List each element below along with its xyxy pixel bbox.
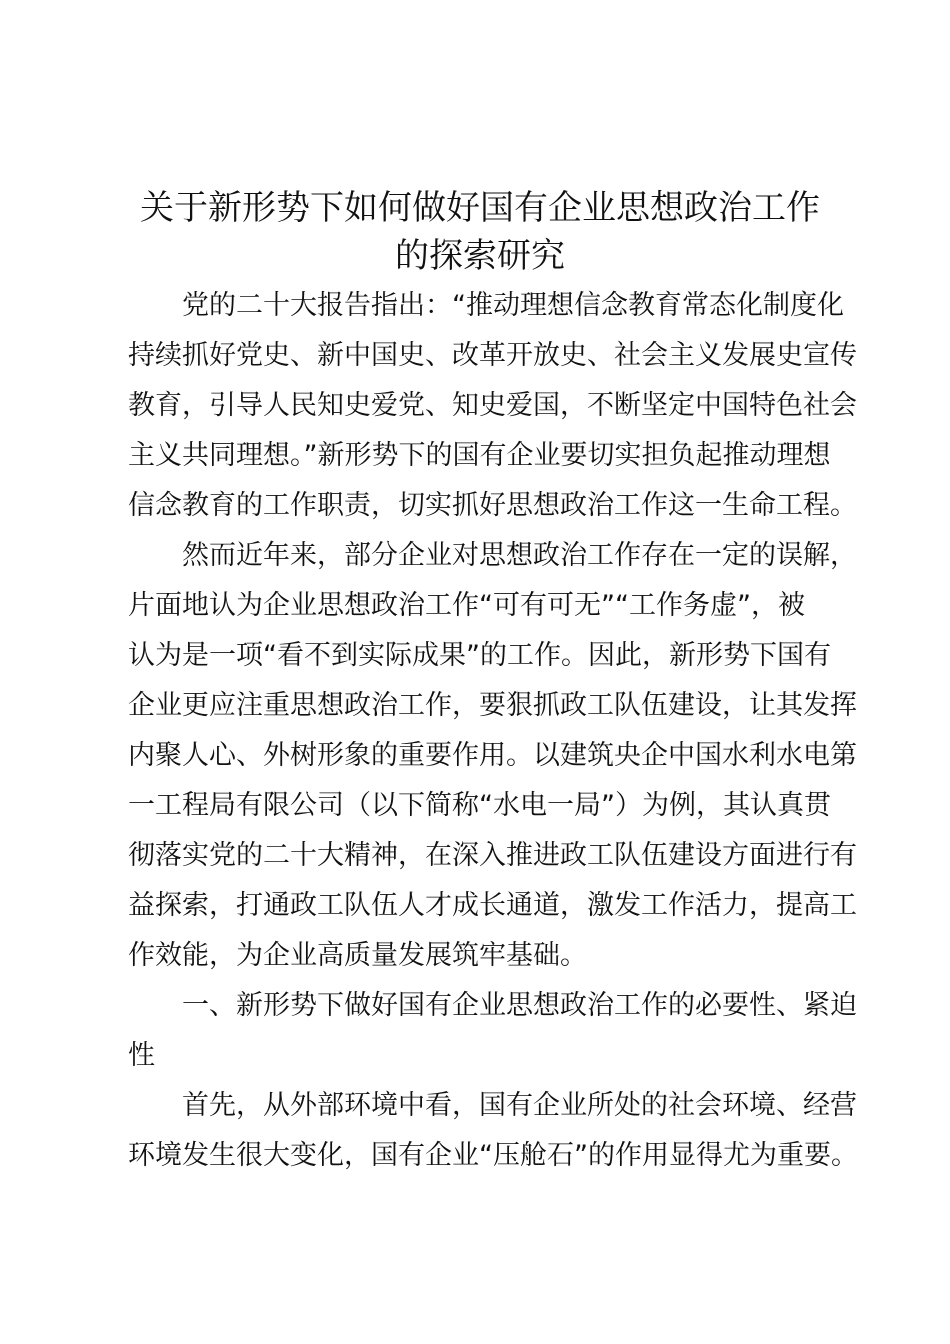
paragraph-2-line-7: 彻落实党的二十大精神，在深入推进政工队伍建设方面进行有 [128,840,857,871]
paragraph-2-line-6: 一工程局有限公司（以下简称“水电一局”）为例，其认真贯 [128,790,831,821]
paragraph-2-line-4: 企业更应注重思想政治工作，要狠抓政工队伍建设，让其发挥 [128,690,857,721]
paragraph-1-line-4: 主义共同理想。”新形势下的国有企业要切实担负起推动理想 [128,440,831,471]
paragraph-1-line-2: 持续抓好党史、新中国史、改革开放史、社会主义发展史宣传 [128,340,857,371]
paragraph-3-line-2: 环境发生很大变化，国有企业“压舱石”的作用显得尤为重要。 [128,1140,858,1171]
document-title-line-2: 的探索研究 [395,236,565,276]
paragraph-2-line-8: 益探索，打通政工队伍人才成长通道，激发工作活力，提高工 [128,890,857,921]
section-heading-line-2: 性 [128,1040,155,1071]
section-heading-line-1: 一、新形势下做好国有企业思想政治工作的必要性、紧迫 [182,990,857,1021]
paragraph-1-line-3: 教育，引导人民知史爱党、知史爱国，不断坚定中国特色社会 [128,390,857,421]
paragraph-1-line-1: 党的二十大报告指出：“推动理想信念教育常态化制度化 [182,290,844,321]
paragraph-2-line-5: 内聚人心、外树形象的重要作用。以建筑央企中国水利水电第 [128,740,857,771]
document-title-line-1: 关于新形势下如何做好国有企业思想政治工作 [140,188,820,228]
paragraph-2-line-2: 片面地认为企业思想政治工作“可有可无”“工作务虚”，被 [128,590,805,621]
paragraph-2-line-3: 认为是一项“看不到实际成果”的工作。因此，新形势下国有 [128,640,831,671]
paragraph-2-line-9: 作效能，为企业高质量发展筑牢基础。 [128,940,587,971]
paragraph-2-line-1: 然而近年来，部分企业对思想政治工作存在一定的误解， [182,540,857,571]
paragraph-3-line-1: 首先，从外部环境中看，国有企业所处的社会环境、经营 [182,1090,857,1121]
paragraph-1-line-5: 信念教育的工作职责，切实抓好思想政治工作这一生命工程。 [128,490,857,521]
